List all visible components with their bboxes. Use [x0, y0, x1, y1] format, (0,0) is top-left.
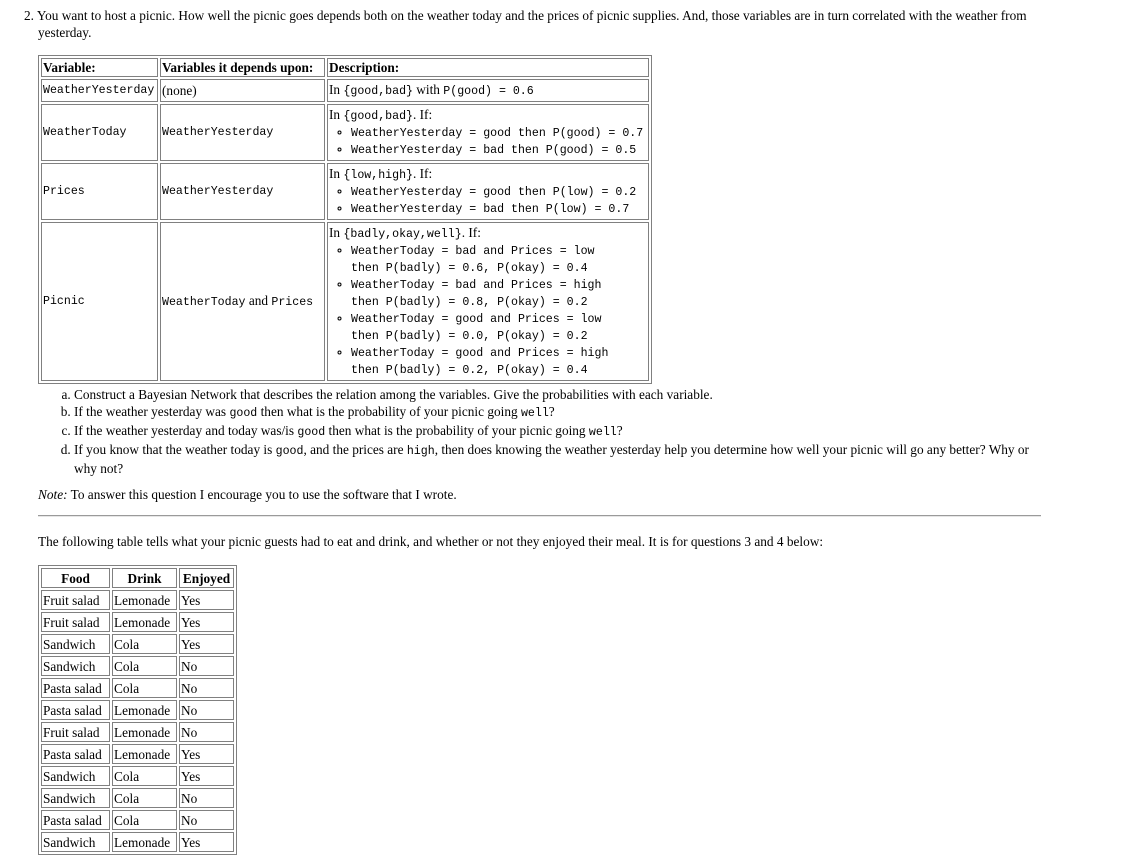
food-cell: Pasta salad — [41, 810, 110, 830]
table-row — [41, 79, 649, 102]
variable-name: WeatherYesterday — [41, 79, 158, 102]
desc-prefix: In — [329, 107, 344, 122]
food-cell: Sandwich — [41, 656, 110, 676]
food-cell: Fruit salad — [41, 722, 110, 742]
desc-head — [329, 165, 647, 184]
header-food: Food — [41, 568, 110, 588]
desc-prefix: In — [329, 82, 344, 97]
enjoyed-cell: Yes — [179, 634, 234, 654]
desc-code: P(good) = 0.6 — [443, 85, 534, 98]
depends-text: and — [245, 293, 272, 308]
table-row — [41, 788, 234, 808]
table-row — [41, 722, 234, 742]
condition-line: then P(badly) = 0.0, P(okay) = 0.2 — [351, 330, 588, 343]
table-row — [41, 700, 234, 720]
part-c — [74, 422, 1038, 441]
condition-line: then P(badly) = 0.8, P(okay) = 0.2 — [351, 296, 588, 309]
drink-cell: Cola — [112, 788, 177, 808]
table-row — [41, 590, 234, 610]
description — [327, 163, 649, 220]
condition-item: ◦ WeatherYesterday = good then P(good) = 0.7 — [351, 125, 647, 142]
depends-on: WeatherYesterday — [160, 104, 325, 161]
description — [327, 79, 649, 102]
condition-line: then P(badly) = 0.2, P(okay) = 0.4 — [351, 364, 588, 377]
desc-set: {low,high} — [343, 169, 413, 182]
question-number: 2. — [24, 8, 34, 23]
drink-cell: Cola — [112, 656, 177, 676]
enjoyed-cell: Yes — [179, 590, 234, 610]
condition-line: then P(badly) = 0.6, P(okay) = 0.4 — [351, 262, 588, 275]
header-depends: Variables it depends upon: — [160, 58, 325, 77]
note — [38, 486, 457, 503]
part-text: then what is the probability of your picnic going — [257, 404, 521, 419]
variable-name: WeatherToday — [41, 104, 158, 161]
table-row — [41, 612, 234, 632]
drink-cell: Lemonade — [112, 832, 177, 852]
desc-head — [329, 106, 647, 125]
note-label: Note: — [38, 487, 68, 502]
enjoyed-cell: No — [179, 722, 234, 742]
part-code: good — [229, 407, 258, 420]
enjoyed-cell: Yes — [179, 832, 234, 852]
depends-on: (none) — [160, 79, 325, 102]
enjoyed-cell: No — [179, 656, 234, 676]
condition-item — [351, 243, 647, 277]
desc-prefix: In — [329, 225, 344, 240]
food-cell: Pasta salad — [41, 678, 110, 698]
table-row — [41, 163, 649, 220]
drink-cell: Lemonade — [112, 612, 177, 632]
header-enjoyed: Enjoyed — [179, 568, 234, 588]
enjoyed-cell: Yes — [179, 744, 234, 764]
condition-item: ◦ WeatherYesterday = good then P(low) = 0.2 — [351, 184, 647, 201]
part-text: If you know that the weather today is — [74, 442, 276, 457]
food-table — [38, 565, 237, 855]
drink-cell: Cola — [112, 678, 177, 698]
part-d — [74, 441, 1038, 477]
condition-item — [351, 311, 647, 345]
food-cell: Sandwich — [41, 634, 110, 654]
question-text — [24, 7, 1034, 41]
note-text: To answer this question I encourage you to use the software that I wrote. — [67, 487, 457, 502]
variable-name: Prices — [41, 163, 158, 220]
part-text: ? — [548, 404, 555, 419]
part-text: then what is the probability of your picnic going — [325, 423, 589, 438]
enjoyed-cell: No — [179, 678, 234, 698]
table-row — [41, 222, 649, 381]
condition-line: WeatherToday = good and Prices = high — [351, 347, 609, 360]
food-table-body — [41, 590, 234, 852]
food-cell: Sandwich — [41, 766, 110, 786]
condition-list — [329, 184, 647, 218]
desc-set: {good,bad} — [343, 85, 413, 98]
food-table-header-row — [41, 568, 234, 588]
desc-set: {badly,okay,well} — [343, 228, 462, 241]
variables-table-header-row — [41, 58, 649, 77]
part-text: , and the prices are — [303, 442, 407, 457]
description — [327, 222, 649, 381]
header-description: Description: — [327, 58, 649, 77]
variables-table — [38, 55, 652, 384]
table-row — [41, 832, 234, 852]
part-code: good — [297, 426, 326, 439]
parts-list — [38, 386, 1038, 477]
table-row — [41, 678, 234, 698]
food-cell: Pasta salad — [41, 700, 110, 720]
drink-cell: Cola — [112, 766, 177, 786]
table-row — [41, 104, 649, 161]
part-a: a. Construct a Bayesian Network that describes the relation among the variables. Give the probabilities with each variable. — [74, 386, 1038, 403]
question-parts — [38, 386, 1038, 477]
table-row — [41, 810, 234, 830]
drink-cell: Cola — [112, 634, 177, 654]
food-cell: Fruit salad — [41, 590, 110, 610]
desc-set: {good,bad} — [343, 110, 413, 123]
table-intro: The following table tells what your picnic guests had to eat and drink, and whether or not they enjoyed their meal. It is for questions 3 and 4 below: — [38, 534, 824, 549]
part-text: ? — [616, 423, 623, 438]
desc-suffix: . If: — [412, 166, 433, 181]
condition-item — [351, 345, 647, 379]
table-row — [41, 744, 234, 764]
header-variable: Variable: — [41, 58, 158, 77]
part-code: high — [406, 445, 435, 458]
header-drink: Drink — [112, 568, 177, 588]
part-code: good — [275, 445, 304, 458]
question-2 — [24, 7, 1034, 41]
condition-item: ◦ WeatherYesterday = bad then P(good) = 0.5 — [351, 142, 647, 159]
part-code: well — [520, 407, 549, 420]
enjoyed-cell: No — [179, 700, 234, 720]
part-b — [74, 403, 1038, 422]
condition-line: WeatherToday = bad and Prices = high — [351, 279, 602, 292]
drink-cell: Cola — [112, 810, 177, 830]
drink-cell: Lemonade — [112, 744, 177, 764]
drink-cell: Lemonade — [112, 700, 177, 720]
depends-code: WeatherToday — [162, 296, 246, 309]
desc-head — [329, 224, 647, 243]
description — [327, 104, 649, 161]
food-cell: Fruit salad — [41, 612, 110, 632]
enjoyed-cell: No — [179, 810, 234, 830]
enjoyed-cell: No — [179, 788, 234, 808]
table-row — [41, 656, 234, 676]
drink-cell: Lemonade — [112, 590, 177, 610]
drink-cell: Lemonade — [112, 722, 177, 742]
depends-on — [160, 222, 325, 381]
table-row — [41, 634, 234, 654]
enjoyed-cell: Yes — [179, 766, 234, 786]
part-text: , then does knowing the weather yesterday help you determine how well your picnic will go any better? Why or why not? — [74, 442, 1029, 476]
food-cell: Pasta salad — [41, 744, 110, 764]
part-text: If the weather yesterday was — [74, 404, 230, 419]
condition-list — [329, 125, 647, 159]
desc-suffix: . If: — [412, 107, 433, 122]
part-text: If the weather yesterday and today was/is — [74, 423, 298, 438]
condition-line: WeatherToday = bad and Prices = low — [351, 245, 595, 258]
horizontal-divider — [38, 515, 1041, 517]
desc-suffix: with — [412, 82, 444, 97]
food-cell: Sandwich — [41, 788, 110, 808]
desc-prefix: In — [329, 166, 344, 181]
table-row — [41, 766, 234, 786]
condition-list — [329, 243, 647, 379]
condition-line: WeatherToday = good and Prices = low — [351, 313, 602, 326]
question-body: You want to host a picnic. How well the picnic goes depends both on the weather today and the prices of picnic supplies. And, those variables are in turn correlated with the weather from yesterday. — [36, 8, 1027, 40]
food-cell: Sandwich — [41, 832, 110, 852]
enjoyed-cell: Yes — [179, 612, 234, 632]
variable-name: Picnic — [41, 222, 158, 381]
condition-item: ◦ WeatherYesterday = bad then P(low) = 0.7 — [351, 201, 647, 218]
depends-on: WeatherYesterday — [160, 163, 325, 220]
depends-code: Prices — [271, 296, 314, 309]
part-code: well — [588, 426, 617, 439]
condition-item — [351, 277, 647, 311]
desc-suffix: . If: — [461, 225, 481, 240]
